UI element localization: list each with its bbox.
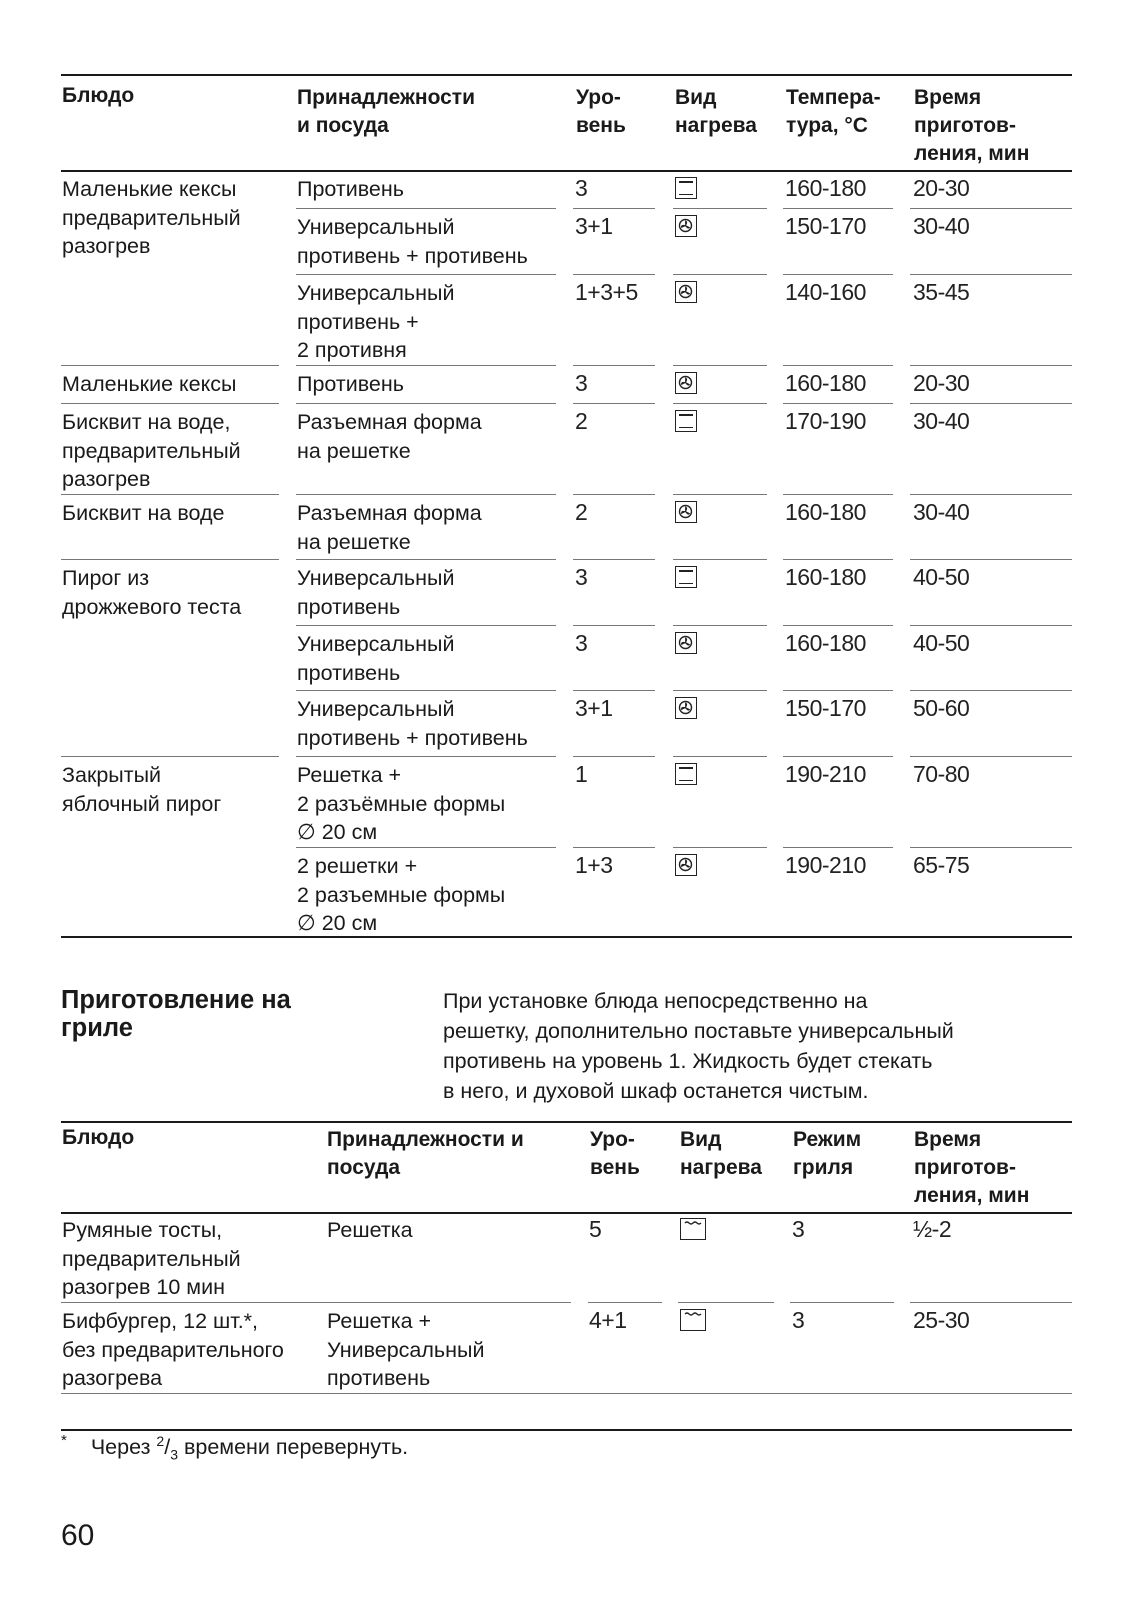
hot-air-icon — [675, 501, 697, 523]
t1-row-level: 3+1 — [575, 695, 613, 721]
t2-row-dish: Бифбургер, 12 шт.*, без предварительного разогрева — [62, 1309, 284, 1390]
t2-header-dish: Блюдо — [62, 1126, 135, 1149]
grill-icon — [680, 1309, 706, 1331]
t2-row-accessories: Решетка + Универсальный противень — [327, 1309, 485, 1390]
t1-row-divider — [910, 559, 1072, 560]
t1-row-divider — [573, 365, 655, 366]
table1-bottom-rule — [61, 936, 1072, 938]
t1-row-divider — [673, 559, 767, 560]
t1-row-level: 3 — [575, 175, 588, 201]
top-bottom-heat-icon — [675, 763, 697, 785]
t1-row-divider — [573, 756, 655, 757]
t1-row-divider — [573, 690, 655, 691]
t2-header-time: Время приготов- ления, мин — [914, 1128, 1030, 1207]
t1-row-accessories: Универсальный противень + 2 противня — [297, 281, 455, 362]
t1-header-level: Уро- вень — [576, 86, 626, 137]
hot-air-icon — [675, 632, 697, 654]
t1-row-divider — [783, 274, 893, 275]
t1-row-divider — [673, 274, 767, 275]
t1-row-temperature: 150-170 — [785, 213, 866, 239]
t1-row-divider — [783, 403, 893, 404]
t1-row-level: 1+3 — [575, 852, 613, 878]
t1-row-divider — [673, 625, 767, 626]
top-bottom-heat-icon — [675, 410, 697, 432]
table1-top-rule — [61, 74, 1072, 76]
t1-row-temperature: 160-180 — [785, 630, 866, 656]
t1-row-divider — [783, 625, 893, 626]
t1-header-temperature: Темпера- тура, °С — [786, 86, 881, 137]
t1-dish-3: Бисквит на воде, предварительный разогрев — [62, 410, 241, 491]
top-bottom-heat-icon — [675, 566, 697, 588]
grill-icon — [680, 1218, 706, 1240]
t2-row-level: 5 — [589, 1216, 602, 1242]
t1-row-accessories: Разъемная форма на решетке — [297, 501, 482, 554]
t1-dish-divider — [61, 403, 279, 404]
t1-row-temperature: 160-180 — [785, 370, 866, 396]
t1-row-divider — [296, 403, 556, 404]
t1-row-divider — [910, 274, 1072, 275]
hot-air-icon — [675, 854, 697, 876]
t1-row-temperature: 160-180 — [785, 499, 866, 525]
t1-row-accessories: Универсальный противень + противень — [297, 697, 528, 750]
t1-row-accessories: Разъемная форма на решетке — [297, 410, 482, 463]
t1-row-level: 3 — [575, 564, 588, 590]
t1-row-time: 30-40 — [913, 213, 970, 239]
table2-bottom-rule — [61, 1429, 1072, 1431]
t2-row-grill-mode: 3 — [792, 1216, 805, 1242]
t2-header-grill-mode: Режим гриля — [793, 1128, 862, 1179]
t1-row-time: 30-40 — [913, 408, 970, 434]
t2-row-time: 25-30 — [913, 1307, 970, 1333]
hot-air-icon — [675, 697, 697, 719]
hot-air-icon — [675, 215, 697, 237]
t1-row-divider — [573, 208, 655, 209]
t1-row-level: 3 — [575, 630, 588, 656]
t1-row-temperature: 190-210 — [785, 852, 866, 878]
t1-row-time: 20-30 — [913, 175, 970, 201]
t1-row-divider — [296, 208, 556, 209]
hot-air-icon — [675, 372, 697, 394]
t2-header-heating: Вид нагрева — [680, 1128, 762, 1179]
page-number: 60 — [61, 1519, 95, 1552]
t1-row-divider — [573, 847, 655, 848]
t1-row-temperature: 170-190 — [785, 408, 866, 434]
t1-row-divider — [783, 690, 893, 691]
t1-dish-1: Маленькие кексы предварительный разогрев — [62, 177, 241, 258]
t1-row-divider — [910, 847, 1072, 848]
t1-row-time: 40-50 — [913, 630, 970, 656]
t2-header-accessories: Принадлежности и посуда — [327, 1128, 524, 1179]
t1-row-accessories: Универсальный противень + противень — [297, 215, 528, 268]
t1-dish-6: Закрытый яблочный пирог — [62, 763, 222, 816]
t1-dish-4: Бисквит на воде — [62, 501, 225, 525]
t1-row-time: 35-45 — [913, 279, 970, 305]
t1-row-divider — [910, 365, 1072, 366]
t1-dish-divider — [61, 365, 279, 366]
t1-header-accessories: Принадлежности и посуда — [297, 86, 475, 137]
t1-dish-divider — [61, 559, 279, 560]
t1-row-divider — [910, 625, 1072, 626]
t1-row-divider — [673, 403, 767, 404]
t1-header-heating: Вид нагрева — [675, 86, 757, 137]
t1-row-divider — [910, 494, 1072, 495]
t1-row-temperature: 140-160 — [785, 279, 866, 305]
t1-header-dish: Блюдо — [62, 84, 135, 107]
t1-row-temperature: 160-180 — [785, 564, 866, 590]
t1-row-accessories: Противень — [297, 177, 404, 201]
t1-row-divider — [673, 208, 767, 209]
t1-row-divider — [910, 690, 1072, 691]
t1-row-divider — [296, 625, 556, 626]
t1-row-divider — [296, 847, 556, 848]
t1-row-divider — [296, 756, 556, 757]
t1-row-time: 70-80 — [913, 761, 970, 787]
t1-row-divider — [673, 690, 767, 691]
t2-row-divider — [678, 1302, 774, 1303]
t1-dish-2: Маленькие кексы — [62, 372, 237, 396]
t1-row-divider — [783, 847, 893, 848]
t1-dish-5: Пирог из дрожжевого теста — [62, 566, 242, 619]
t1-dish-divider — [61, 756, 279, 757]
t2-header-level: Уро- вень — [590, 1128, 640, 1179]
t1-row-divider — [783, 559, 893, 560]
t1-header-rule — [61, 170, 1072, 172]
t1-row-divider — [783, 208, 893, 209]
t2-row-divider — [588, 1302, 662, 1303]
t2-row-accessories: Решетка — [327, 1218, 413, 1242]
t2-header-rule — [61, 1212, 1072, 1214]
t1-dish-divider — [61, 494, 279, 495]
t1-row-level: 3+1 — [575, 213, 613, 239]
t1-row-divider — [673, 756, 767, 757]
t1-row-divider — [673, 847, 767, 848]
t1-row-divider — [573, 274, 655, 275]
t2-row-level: 4+1 — [589, 1307, 627, 1333]
t1-row-temperature: 190-210 — [785, 761, 866, 787]
t1-header-time: Время приготов- ления, мин — [914, 86, 1030, 165]
section-paragraph: При установке блюда непосредственно на решетку, дополнительно поставьте универсальный противень на уровень 1. Жидкость будет стекать в него, и духовой шкаф останется чистым. — [443, 989, 954, 1103]
t1-row-level: 1+3+5 — [575, 279, 638, 305]
t1-row-divider — [296, 690, 556, 691]
t1-row-time: 40-50 — [913, 564, 970, 590]
t1-row-time: 65-75 — [913, 852, 970, 878]
t2-footnote-rule — [61, 1393, 1072, 1394]
t2-row-divider — [790, 1302, 894, 1303]
t1-row-level: 1 — [575, 761, 588, 787]
t1-row-accessories: Противень — [297, 372, 404, 396]
t1-row-divider — [910, 403, 1072, 404]
t1-row-level: 3 — [575, 370, 588, 396]
table2-top-rule — [61, 1121, 1072, 1123]
t1-row-divider — [573, 403, 655, 404]
t1-row-divider — [910, 208, 1072, 209]
t1-row-divider — [573, 625, 655, 626]
t1-row-divider — [296, 274, 556, 275]
t1-row-level: 2 — [575, 499, 588, 525]
t1-row-time: 20-30 — [913, 370, 970, 396]
t1-row-accessories: Универсальный противень — [297, 632, 455, 685]
t2-row-divider — [910, 1302, 1072, 1303]
t1-row-divider — [783, 494, 893, 495]
hot-air-icon — [675, 281, 697, 303]
t2-row-divider — [61, 1302, 571, 1303]
t1-row-divider — [573, 559, 655, 560]
t1-row-divider — [783, 756, 893, 757]
t1-row-temperature: 160-180 — [785, 175, 866, 201]
t1-row-divider — [573, 494, 655, 495]
top-bottom-heat-icon — [675, 177, 697, 199]
t1-row-level: 2 — [575, 408, 588, 434]
t2-row-dish: Румяные тосты, предварительный разогрев 10 мин — [62, 1218, 241, 1299]
t1-row-time: 50-60 — [913, 695, 970, 721]
t1-row-accessories: 2 решетки + 2 разъемные формы ∅ 20 см — [297, 854, 506, 935]
t2-row-grill-mode: 3 — [792, 1307, 805, 1333]
t1-row-accessories: Универсальный противень — [297, 566, 455, 619]
t1-row-accessories: Решетка + 2 разъёмные формы ∅ 20 см — [297, 763, 506, 844]
t1-row-divider — [673, 494, 767, 495]
t1-row-divider — [910, 756, 1072, 757]
t1-row-divider — [296, 365, 556, 366]
t1-row-divider — [296, 559, 556, 560]
t2-row-time: ½-2 — [913, 1216, 952, 1242]
t1-row-time: 30-40 — [913, 499, 970, 525]
t2-footnote: * Через $^2/_3$ времени перевернуть. — [61, 1432, 409, 1463]
t1-row-divider — [783, 365, 893, 366]
t1-row-divider — [673, 365, 767, 366]
section-title: Приготовление на гриле — [61, 986, 291, 1042]
t1-row-temperature: 150-170 — [785, 695, 866, 721]
t1-row-divider — [296, 494, 556, 495]
